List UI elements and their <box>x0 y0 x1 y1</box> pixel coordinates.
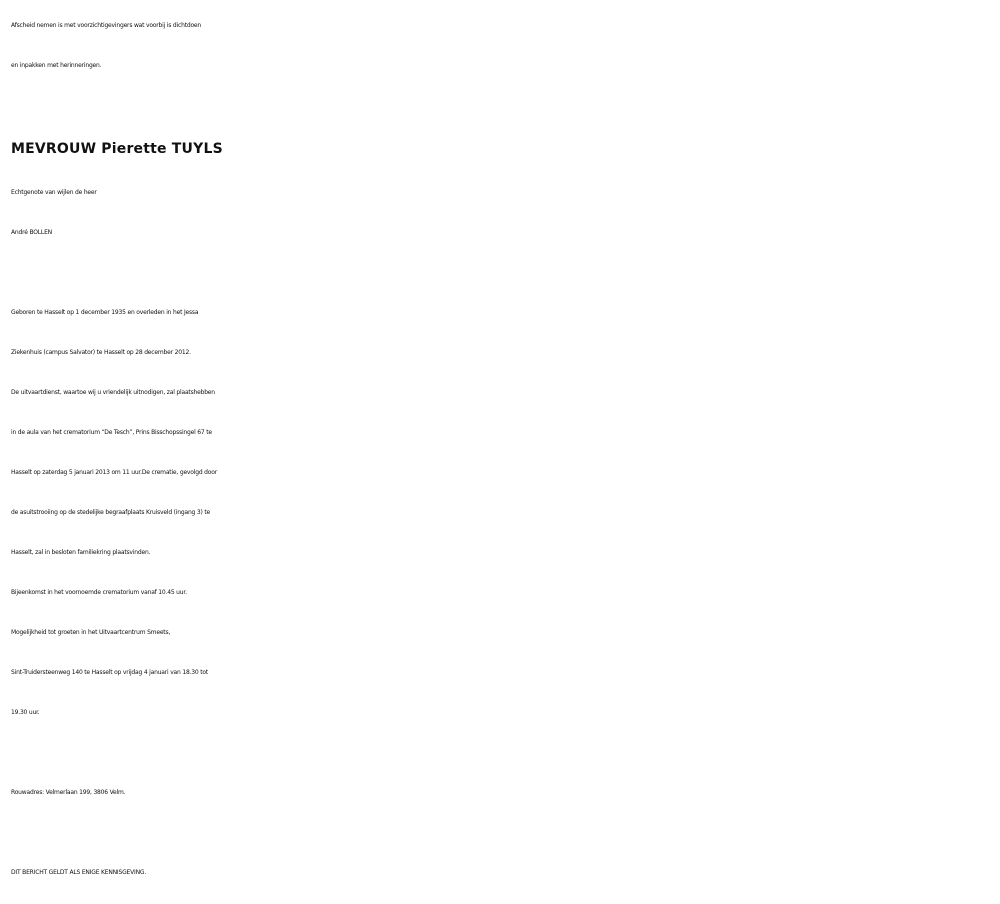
deceased-name: MEVROUW Pierette TUYLS <box>11 141 223 157</box>
announcement-line: Sint-Truidersteenweg 140 te Hasselt op vrijdag 4 januari van 18.30 tot <box>11 669 209 676</box>
spacer <box>11 813 1000 853</box>
intro-line-2: en inpakken met herinneringen. <box>11 62 102 69</box>
announcement-line: Bijeenkomst in het voornoemde crematorium vanaf 10.45 uur. <box>11 589 187 596</box>
announcement-line: Hasselt op zaterdag 5 januari 2013 om 11 uur.De crematie, gevolgd door <box>11 469 217 476</box>
announcement-line: Hasselt, zal in besloten familiekring plaatsvinden. <box>11 549 151 556</box>
spacer <box>11 253 1000 293</box>
closing-notice: DIT BERICHT GELDT ALS ENIGE KENNISGEVING. <box>11 869 147 876</box>
intro-line-1: Afscheid nemen is met voorzichtigevingers wat voorbij is dichtdoen <box>11 22 202 29</box>
announcement-line: Geboren te Hasselt op 1 december 1935 en overleden in het Jessa <box>11 309 199 316</box>
announcement-line: Ziekenhuis (campus Salvator) te Hasselt op 28 december 2012. <box>11 349 191 356</box>
spacer <box>11 733 1000 773</box>
relation-line: Echtgenote van wijlen de heer <box>11 189 97 196</box>
announcement-line: De uitvaartdienst, waartoe wij u vriendelijk uitnodigen, zal plaatshebben <box>11 389 215 396</box>
announcement-line: 19.30 uur. <box>11 709 40 716</box>
announcement-line: in de aula van het crematorium “De Tesch”, Prins Bisschopssingel 67 te <box>11 429 212 436</box>
mourning-address: Rouwadres: Velmerlaan 199, 3806 Velm. <box>11 789 126 796</box>
announcement-line: de asuitstrooiing op de stedelijke begraafplaats Kruisveld (ingang 3) te <box>11 509 210 516</box>
announcement-line: Mogelijkheid tot groeten in het Uitvaartcentrum Smeets, <box>11 629 171 636</box>
spouse-name: André BOLLEN <box>11 229 52 236</box>
